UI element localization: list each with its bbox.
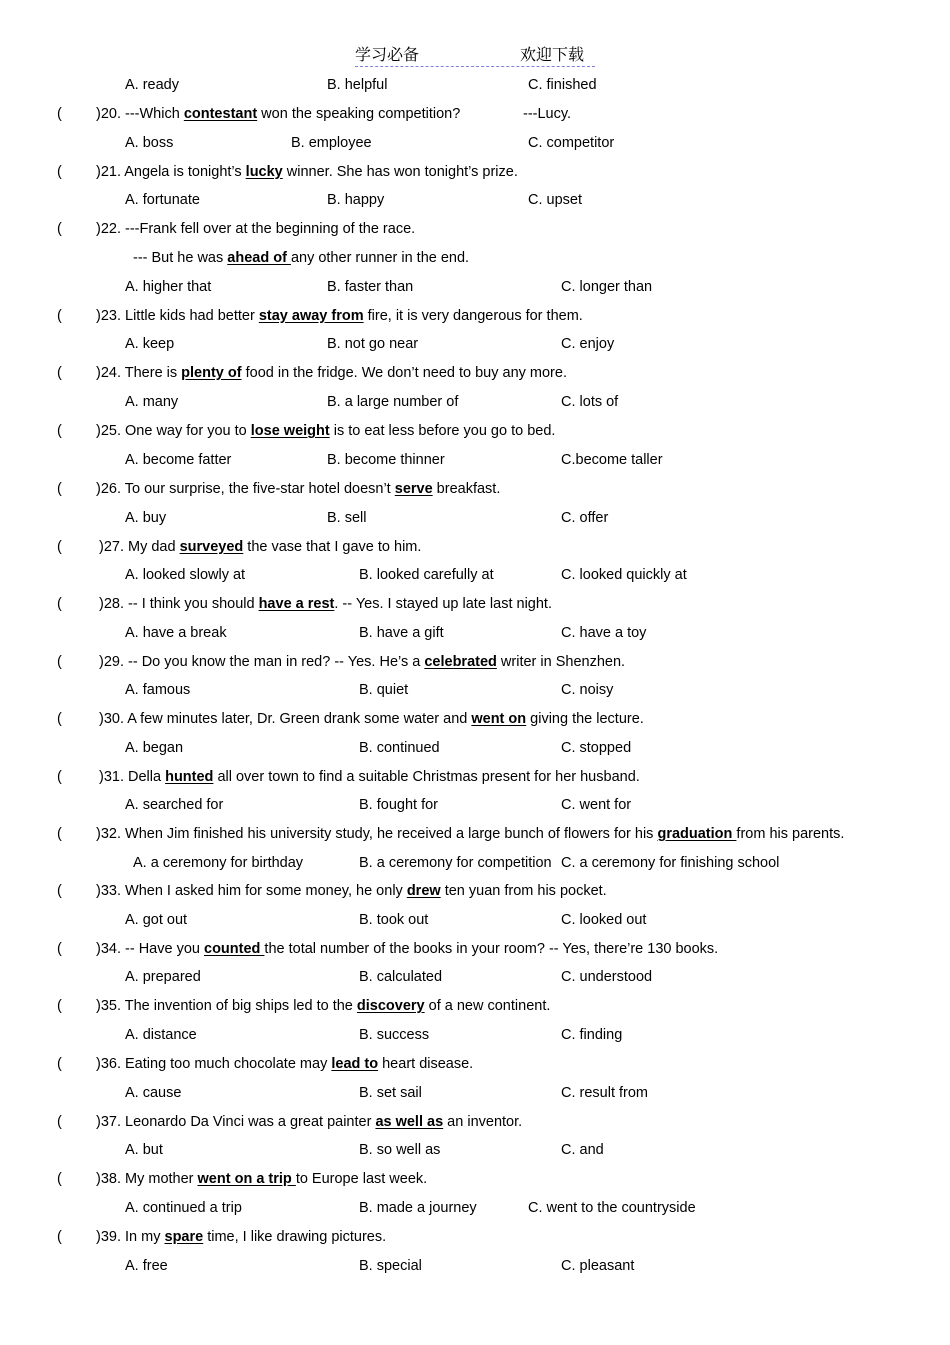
option-c: C. went for [561,797,632,813]
answer-paren: ( [57,654,62,670]
option-a: A. free [125,1258,168,1274]
question-text-rest: breakfast. [432,481,501,497]
option-b: B. made a journey [359,1200,477,1216]
question-text: )30. A few minutes later, Dr. Green drank some water and [99,711,472,727]
question-line [96,105,460,123]
option-c: C. stopped [561,740,632,756]
question-line [99,710,644,728]
option-b: B. faster than [327,279,414,295]
answer-paren: ( [57,1114,62,1130]
option-a: A. higher that [125,279,212,295]
option-c: C. noisy [561,682,614,698]
option-c: C. lots of [561,394,619,410]
question-text-rest: from his parents. [736,826,845,842]
answer-paren: ( [57,1229,62,1245]
option-b: B. set sail [359,1085,422,1101]
question-line [96,882,607,900]
option-c: C. pleasant [561,1258,635,1274]
option-b: B. continued [359,740,440,756]
option-b: B. took out [359,912,429,928]
question-text: )38. My mother [96,1171,198,1187]
question-line [96,163,518,181]
keyword: counted [204,941,265,957]
question-line [96,997,550,1015]
option-c: C. finished [528,77,597,93]
question-text-rest: is to eat less before you go to bed. [329,423,556,439]
option-b: B. quiet [359,682,409,698]
option-b: B. have a gift [359,625,444,641]
question-text-rest: ten yuan from his pocket. [440,883,607,899]
question-line [96,364,567,382]
option-b: B. employee [291,135,372,151]
page-header [355,40,595,67]
keyword: spare [164,1229,204,1245]
subline-text: --- But he was [133,250,228,266]
question-text: )25. One way for you to [96,423,251,439]
question-line [99,595,552,613]
option-b: B. success [359,1027,430,1043]
question-text: )28. -- I think you should [99,596,259,612]
option-c: C. finding [561,1027,623,1043]
option-b: B. a ceremony for competition [359,855,552,871]
option-a: A. got out [125,912,188,928]
option-b: B. looked carefully at [359,567,494,583]
question-text-rest: of a new continent. [424,998,551,1014]
question-text-rest: won the speaking competition? [257,106,461,122]
question-text: )20. ---Which [96,106,184,122]
option-c: C. enjoy [561,336,615,352]
option-a: A. but [125,1142,163,1158]
question-line [96,1170,427,1188]
question-line [99,768,640,786]
keyword: lucky [245,164,283,180]
keyword: graduation [657,826,737,842]
option-c: C.become taller [561,452,663,468]
option-a: A. cause [125,1085,182,1101]
option-a: A. many [125,394,179,410]
keyword: lose weight [250,423,330,439]
answer-paren: ( [57,164,62,180]
option-c: C. upset [528,192,582,208]
option-b: B. sell [327,510,367,526]
option-a: A. continued a trip [125,1200,242,1216]
keyword: serve [394,481,433,497]
answer-paren: ( [57,883,62,899]
option-a: A. famous [125,682,191,698]
keyword: as well as [375,1114,444,1130]
option-a: A. fortunate [125,192,200,208]
keyword: stay away from [258,308,364,324]
answer-paren: ( [57,106,62,122]
question-text: )26. To our surprise, the five-star hotel doesn’t [96,481,395,497]
option-b: B. calculated [359,969,443,985]
question-line [96,480,500,498]
option-c: C. looked out [561,912,647,928]
question-text-rest: . -- Yes. I stayed up late last night. [334,596,552,612]
option-c: C. understood [561,969,653,985]
question-text-rest: an inventor. [443,1114,523,1130]
option-b: B. fought for [359,797,438,813]
option-b: B. special [359,1258,422,1274]
option-c: C. offer [561,510,609,526]
option-a: A. become fatter [125,452,232,468]
question-text-rest: all over town to find a suitable Christmas present for her husband. [213,769,640,785]
answer-paren: ( [57,998,62,1014]
question-text: )35. The invention of big ships led to the [96,998,357,1014]
keyword: went on [471,711,527,727]
answer-paren: ( [57,596,62,612]
option-a: A. began [125,740,184,756]
keyword: celebrated [424,654,497,670]
question-text-rest: to Europe last week. [295,1171,428,1187]
option-c: C. competitor [528,135,615,151]
question-text-rest: winner. She has won tonight’s prize. [282,164,518,180]
option-b: B. become thinner [327,452,445,468]
subline-text-rest: any other runner in the end. [290,250,470,266]
option-b: B. so well as [359,1142,441,1158]
header-left: 学习必备 [355,45,420,64]
question-text: )23. Little kids had better [96,308,259,324]
question-text-rest: food in the fridge. We don’t need to buy any more. [241,365,567,381]
option-a: A. boss [125,135,174,151]
answer-paren: ( [57,769,62,785]
answer-paren: ( [57,1056,62,1072]
question-text: )37. Leonardo Da Vinci was a great painter [96,1114,376,1130]
answer-paren: ( [57,1171,62,1187]
option-c: C. a ceremony for finishing school [561,855,780,871]
option-b: B. a large number of [327,394,459,410]
keyword: have a rest [258,596,335,612]
question-text: )27. My dad [99,539,180,555]
question-text: )33. When I asked him for some money, he only [96,883,407,899]
question-text: )31. Della [99,769,166,785]
keyword: hunted [165,769,214,785]
answer-paren: ( [57,711,62,727]
question-line [96,825,844,843]
answer-paren: ( [57,221,62,237]
option-c: C. and [561,1142,604,1158]
option-c: C. went to the countryside [528,1200,696,1216]
question-text-rest: heart disease. [378,1056,474,1072]
answer-paren: ( [57,365,62,381]
question-line [96,940,718,958]
question-line [99,653,625,671]
question-text: )36. Eating too much chocolate may [96,1056,332,1072]
question-text: )22. ---Frank fell over at the beginning of the race. [96,221,416,237]
option-c: C. result from [561,1085,649,1101]
question-text: )34. -- Have you [96,941,204,957]
answer-paren: ( [57,539,62,555]
answer-paren: ( [57,941,62,957]
option-a: A. looked slowly at [125,567,246,583]
question-line [96,1228,386,1246]
option-a: A. prepared [125,969,201,985]
keyword: discovery [356,998,425,1014]
question-text: )39. In my [96,1229,165,1245]
keyword: plenty of [181,365,242,381]
option-b: B. helpful [327,77,388,93]
question-line [96,1113,522,1131]
question-line [96,307,583,325]
keyword: surveyed [179,539,244,555]
keyword: contestant [183,106,258,122]
option-c: C. have a toy [561,625,647,641]
option-b: B. not go near [327,336,419,352]
keyword: lead to [331,1056,379,1072]
option-a: A. a ceremony for birthday [133,855,304,871]
question-line [99,538,421,556]
question-line [96,220,415,238]
option-c: C. longer than [561,279,653,295]
question-text: )24. There is [96,365,182,381]
question-text-rest: the vase that I gave to him. [243,539,422,555]
keyword: ahead of [227,250,291,266]
option-b: B. happy [327,192,385,208]
header-right: 欢迎下载 [520,45,585,64]
answer-paren: ( [57,423,62,439]
answer-reply: ---Lucy. [523,106,572,122]
question-text-rest: giving the lecture. [526,711,644,727]
question-line [96,422,555,440]
answer-paren: ( [57,308,62,324]
question-text-rest: the total number of the books in your room? -- Yes, there’re 130 books. [264,941,719,957]
option-a: A. searched for [125,797,224,813]
question-subline [133,249,469,267]
keyword: drew [406,883,441,899]
question-text: )32. When Jim finished his university study, he received a large bunch of flowers for his [96,826,658,842]
option-c: C. looked quickly at [561,567,687,583]
option-a: A. keep [125,336,175,352]
question-text-rest: writer in Shenzhen. [496,654,626,670]
question-text-rest: fire, it is very dangerous for them. [363,308,583,324]
option-a: A. buy [125,510,167,526]
question-text: )29. -- Do you know the man in red? -- Yes. He’s a [99,654,425,670]
option-a: A. ready [125,77,179,93]
answer-paren: ( [57,826,62,842]
option-a: A. have a break [125,625,227,641]
question-text: )21. Angela is tonight’s [96,164,246,180]
option-a: A. distance [125,1027,197,1043]
question-line [96,1055,473,1073]
answer-paren: ( [57,481,62,497]
question-text-rest: time, I like drawing pictures. [203,1229,387,1245]
keyword: went on a trip [197,1171,296,1187]
